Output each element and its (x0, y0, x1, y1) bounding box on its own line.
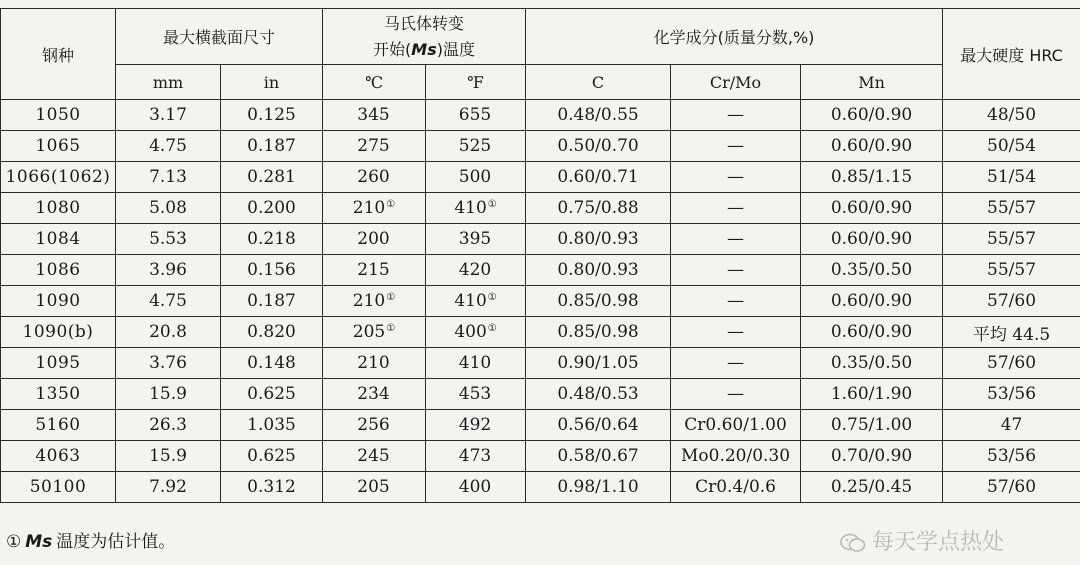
cell-value: 420 (458, 260, 492, 280)
table-row (1, 193, 1080, 224)
cell-grade (1, 255, 116, 286)
cell-mm (116, 255, 221, 286)
header-fahrenheit: ℉ (426, 65, 526, 100)
cell-mn (801, 286, 943, 317)
cell-c-temp (323, 410, 426, 441)
cell-mm (116, 317, 221, 348)
table-row (1, 348, 1080, 379)
cell-value: 1084 (35, 229, 81, 249)
table-row (1, 472, 1080, 503)
footnote-ref: ① (386, 199, 396, 210)
cell-value: 7.13 (149, 167, 187, 187)
cell-value: — (727, 384, 745, 404)
header-in: in (221, 65, 323, 100)
cell-value: 0.60/0.90 (830, 105, 913, 125)
footnote-mark: ① (6, 532, 22, 552)
cell-value: 53/56 (987, 384, 1037, 404)
cell-crmo (671, 410, 801, 441)
cell-mn (801, 131, 943, 162)
cell-hrc (943, 441, 1080, 472)
cell-in (221, 224, 323, 255)
cell-c-temp (323, 317, 426, 348)
header-mn: Mn (801, 65, 943, 100)
cell-hrc (943, 348, 1080, 379)
cell-value: 0.48/0.53 (557, 384, 639, 404)
cell-value: 1350 (35, 384, 81, 404)
cell-in (221, 286, 323, 317)
cell-value: 400 (458, 477, 492, 497)
cell-mn (801, 224, 943, 255)
cell-value: 410 (458, 353, 492, 373)
cell-value: 260 (357, 167, 390, 187)
cell-c-temp (323, 379, 426, 410)
cell-value: 410 (454, 198, 487, 218)
cell-carbon (526, 131, 671, 162)
cell-value: 55/57 (987, 260, 1037, 280)
cell-hrc (943, 100, 1080, 131)
cell-value: 57/60 (987, 477, 1037, 497)
cell-value: 5.08 (149, 198, 187, 218)
cell-mn (801, 255, 943, 286)
cell-value: 0.148 (247, 353, 296, 373)
cell-mm (116, 441, 221, 472)
cell-value: Mo0.20/0.30 (680, 446, 791, 466)
cell-value: 50100 (29, 477, 87, 497)
footnote (6, 527, 175, 552)
cell-value: 395 (458, 229, 492, 249)
cell-c-temp (323, 472, 426, 503)
cell-value: 0.200 (247, 198, 296, 218)
cell-mn (801, 441, 943, 472)
cell-carbon (526, 410, 671, 441)
cell-value: — (727, 229, 745, 249)
cell-crmo (671, 317, 801, 348)
cell-c-temp (323, 193, 426, 224)
cell-crmo (671, 131, 801, 162)
header-crmo: Cr/Mo (671, 65, 801, 100)
cell-carbon (526, 100, 671, 131)
cell-mn (801, 472, 943, 503)
cell-c-temp (323, 441, 426, 472)
cell-value: — (727, 105, 745, 125)
cell-value: 410 (454, 291, 487, 311)
cell-carbon (526, 162, 671, 193)
cell-carbon (526, 317, 671, 348)
cell-value: 655 (458, 105, 492, 125)
cell-mm (116, 100, 221, 131)
cell-crmo (671, 100, 801, 131)
cell-hrc (943, 317, 1080, 348)
cell-value: 26.3 (149, 415, 187, 435)
cell-crmo (671, 224, 801, 255)
cell-value: 4063 (35, 446, 81, 466)
cell-value: 0.85/0.98 (557, 322, 639, 342)
cell-value: 275 (357, 136, 390, 156)
header-ms-pre: 开始( (373, 39, 412, 59)
cell-value: — (727, 167, 745, 187)
cell-value: 492 (458, 415, 492, 435)
cell-value: — (727, 291, 745, 311)
cell-f-temp (426, 317, 526, 348)
cell-value: 15.9 (149, 446, 187, 466)
cell-mm (116, 193, 221, 224)
header-ms-line1: 马氏体转变 (384, 13, 465, 33)
cell-carbon (526, 286, 671, 317)
cell-mm (116, 410, 221, 441)
cell-in (221, 255, 323, 286)
cell-value: — (727, 353, 745, 373)
cell-grade (1, 317, 116, 348)
cell-value: 1090(b) (22, 322, 94, 342)
cell-value: 55/57 (987, 229, 1037, 249)
cell-c-temp (323, 224, 426, 255)
cell-f-temp (426, 348, 526, 379)
cell-mm (116, 348, 221, 379)
cell-carbon (526, 379, 671, 410)
cell-mn (801, 348, 943, 379)
header-mm: mm (116, 65, 221, 100)
header-ms-temperature (323, 9, 526, 65)
cell-crmo (671, 162, 801, 193)
cell-value: 55/57 (987, 198, 1037, 218)
table-row (1, 131, 1080, 162)
cell-value: 205 (352, 322, 386, 342)
header-grade: 钢种 (1, 9, 116, 100)
cell-value: 0.56/0.64 (557, 415, 639, 435)
cell-carbon (526, 224, 671, 255)
cell-value: 平均 44.5 (972, 324, 1051, 345)
cell-grade (1, 472, 116, 503)
cell-c-temp (323, 255, 426, 286)
cell-grade (1, 348, 116, 379)
cell-grade (1, 131, 116, 162)
cell-mn (801, 379, 943, 410)
header-carbon: C (526, 65, 671, 100)
cell-value: 0.85/0.98 (557, 291, 639, 311)
cell-value: 51/54 (987, 167, 1037, 187)
cell-value: 3.17 (149, 105, 187, 125)
footnote-ref: ① (386, 323, 396, 334)
cell-f-temp (426, 131, 526, 162)
cell-value: — (727, 198, 745, 218)
cell-value: 1080 (35, 198, 81, 218)
cell-value: 15.9 (149, 384, 187, 404)
cell-f-temp (426, 379, 526, 410)
cell-mn (801, 317, 943, 348)
header-max-section: 最大横截面尺寸 (116, 9, 323, 65)
cell-value: 0.625 (247, 446, 296, 466)
steel-properties-table (0, 8, 1080, 503)
cell-value: 0.85/1.15 (830, 167, 913, 187)
cell-value: 47 (1000, 415, 1023, 435)
cell-crmo (671, 441, 801, 472)
cell-value: 20.8 (149, 322, 187, 342)
cell-value: 400 (454, 322, 487, 342)
table-row (1, 224, 1080, 255)
cell-value: 245 (357, 446, 390, 466)
header-ms-line2 (323, 37, 525, 63)
cell-value: 57/60 (987, 291, 1037, 311)
cell-in (221, 441, 323, 472)
cell-value: 200 (357, 229, 390, 249)
watermark (840, 525, 1004, 556)
cell-value: 1086 (35, 260, 81, 280)
header-ms-post: )温度 (436, 39, 475, 59)
cell-crmo (671, 286, 801, 317)
cell-f-temp (426, 410, 526, 441)
cell-f-temp (426, 162, 526, 193)
cell-crmo (671, 348, 801, 379)
cell-mn (801, 162, 943, 193)
cell-f-temp (426, 255, 526, 286)
footnote-ref: ① (386, 292, 396, 303)
cell-value: 7.92 (149, 477, 187, 497)
cell-in (221, 317, 323, 348)
cell-value: 0.125 (247, 105, 296, 125)
cell-value: 0.75/1.00 (830, 415, 913, 435)
cell-carbon (526, 472, 671, 503)
cell-value: 0.60/0.90 (830, 291, 913, 311)
cell-value: 0.60/0.90 (830, 198, 913, 218)
table-row (1, 410, 1080, 441)
table-row (1, 100, 1080, 131)
cell-value: 50/54 (987, 136, 1037, 156)
cell-value: 0.80/0.93 (557, 260, 639, 280)
cell-value: 256 (357, 415, 390, 435)
cell-value: 0.60/0.90 (830, 229, 913, 249)
cell-grade (1, 100, 116, 131)
cell-in (221, 100, 323, 131)
cell-hrc (943, 410, 1080, 441)
cell-value: 210 (357, 353, 390, 373)
cell-in (221, 472, 323, 503)
cell-value: 0.820 (247, 322, 296, 342)
cell-value: 0.60/0.90 (830, 136, 913, 156)
cell-carbon (526, 441, 671, 472)
cell-grade (1, 224, 116, 255)
cell-crmo (671, 193, 801, 224)
cell-mn (801, 193, 943, 224)
cell-value: 0.25/0.45 (830, 477, 913, 497)
cell-value: 1090 (35, 291, 81, 311)
cell-f-temp (426, 224, 526, 255)
cell-value: — (727, 322, 745, 342)
cell-value: 57/60 (987, 353, 1037, 373)
cell-value: 1065 (35, 136, 81, 156)
cell-mn (801, 410, 943, 441)
cell-carbon (526, 348, 671, 379)
footnote-ref: ① (487, 199, 497, 210)
cell-value: Cr0.60/1.00 (684, 415, 787, 435)
cell-value: 1066(1062) (5, 167, 111, 187)
cell-in (221, 193, 323, 224)
cell-value: 1050 (35, 105, 81, 125)
cell-value: 0.48/0.55 (557, 105, 639, 125)
wechat-icon (840, 533, 866, 553)
cell-f-temp (426, 100, 526, 131)
table-body (1, 100, 1080, 503)
table-row (1, 379, 1080, 410)
cell-f-temp (426, 441, 526, 472)
cell-grade (1, 379, 116, 410)
header-composition: 化学成分(质量分数,%) (526, 9, 943, 65)
cell-value: — (727, 260, 745, 280)
cell-value: 0.187 (247, 291, 296, 311)
cell-value: 4.75 (149, 291, 187, 311)
cell-hrc (943, 255, 1080, 286)
cell-mm (116, 162, 221, 193)
cell-grade (1, 286, 116, 317)
table-row (1, 162, 1080, 193)
footnote-ref: ① (487, 292, 497, 303)
cell-f-temp (426, 472, 526, 503)
cell-carbon (526, 193, 671, 224)
cell-value: 3.96 (149, 260, 187, 280)
watermark-text: 每天学点热处 (872, 530, 1005, 555)
cell-value: 48/50 (987, 105, 1037, 125)
cell-value: 453 (458, 384, 492, 404)
cell-value: 4.75 (149, 136, 187, 156)
cell-value: 525 (458, 136, 492, 156)
cell-value: 345 (357, 105, 390, 125)
cell-crmo (671, 255, 801, 286)
table-row (1, 286, 1080, 317)
header-hardness: 最大硬度 HRC (943, 9, 1080, 100)
cell-value: 0.60/0.90 (830, 322, 913, 342)
cell-value: 53/56 (987, 446, 1037, 466)
cell-grade (1, 193, 116, 224)
cell-mn (801, 100, 943, 131)
cell-value: 0.80/0.93 (557, 229, 639, 249)
cell-hrc (943, 162, 1080, 193)
header-ms-symbol: Ms (411, 39, 437, 59)
cell-hrc (943, 193, 1080, 224)
cell-c-temp (323, 286, 426, 317)
table-row (1, 255, 1080, 286)
cell-c-temp (323, 131, 426, 162)
cell-value: 215 (357, 260, 390, 280)
cell-value: 0.218 (247, 229, 296, 249)
footnote-ms-symbol: Ms (25, 532, 53, 552)
cell-value: 0.50/0.70 (557, 136, 639, 156)
cell-value: 0.60/0.71 (557, 167, 639, 187)
cell-value: 500 (458, 167, 492, 187)
cell-value: 210 (352, 291, 386, 311)
cell-value: 0.312 (247, 477, 296, 497)
cell-grade (1, 441, 116, 472)
cell-value: 0.58/0.67 (557, 446, 639, 466)
cell-c-temp (323, 162, 426, 193)
cell-f-temp (426, 193, 526, 224)
cell-value: 205 (357, 477, 390, 497)
cell-crmo (671, 472, 801, 503)
cell-f-temp (426, 286, 526, 317)
cell-value: 1.60/1.90 (830, 384, 913, 404)
cell-mm (116, 379, 221, 410)
table-row (1, 441, 1080, 472)
table-row (1, 317, 1080, 348)
cell-value: 0.98/1.10 (557, 477, 639, 497)
cell-value: 0.70/0.90 (830, 446, 913, 466)
cell-hrc (943, 131, 1080, 162)
cell-value: 210 (352, 198, 386, 218)
header-celsius: ℃ (323, 65, 426, 100)
cell-crmo (671, 379, 801, 410)
cell-value: 0.90/1.05 (557, 353, 639, 373)
cell-value: 1095 (35, 353, 81, 373)
cell-value: 0.35/0.50 (830, 260, 913, 280)
cell-in (221, 379, 323, 410)
cell-in (221, 131, 323, 162)
footnote-text: 温度为估计值。 (56, 532, 176, 552)
cell-in (221, 348, 323, 379)
cell-value: 5.53 (149, 229, 187, 249)
cell-value: Cr0.4/0.6 (695, 477, 776, 497)
cell-value: 0.35/0.50 (830, 353, 913, 373)
cell-value: 3.76 (149, 353, 187, 373)
cell-in (221, 410, 323, 441)
cell-mm (116, 131, 221, 162)
cell-hrc (943, 286, 1080, 317)
cell-hrc (943, 224, 1080, 255)
cell-in (221, 162, 323, 193)
cell-value: 0.625 (247, 384, 296, 404)
cell-value: — (727, 136, 745, 156)
cell-value: 5160 (35, 415, 81, 435)
cell-value: 234 (357, 384, 390, 404)
cell-value: 0.156 (247, 260, 296, 280)
cell-mm (116, 472, 221, 503)
cell-hrc (943, 472, 1080, 503)
footnote-ref: ① (487, 323, 497, 334)
cell-c-temp (323, 348, 426, 379)
cell-value: 0.187 (247, 136, 296, 156)
cell-mm (116, 286, 221, 317)
cell-grade (1, 162, 116, 193)
cell-value: 0.281 (247, 167, 296, 187)
cell-grade (1, 410, 116, 441)
cell-value: 0.75/0.88 (557, 198, 639, 218)
cell-carbon (526, 255, 671, 286)
cell-mm (116, 224, 221, 255)
cell-value: 473 (458, 446, 492, 466)
cell-value: 1.035 (247, 415, 296, 435)
cell-hrc (943, 379, 1080, 410)
cell-c-temp (323, 100, 426, 131)
